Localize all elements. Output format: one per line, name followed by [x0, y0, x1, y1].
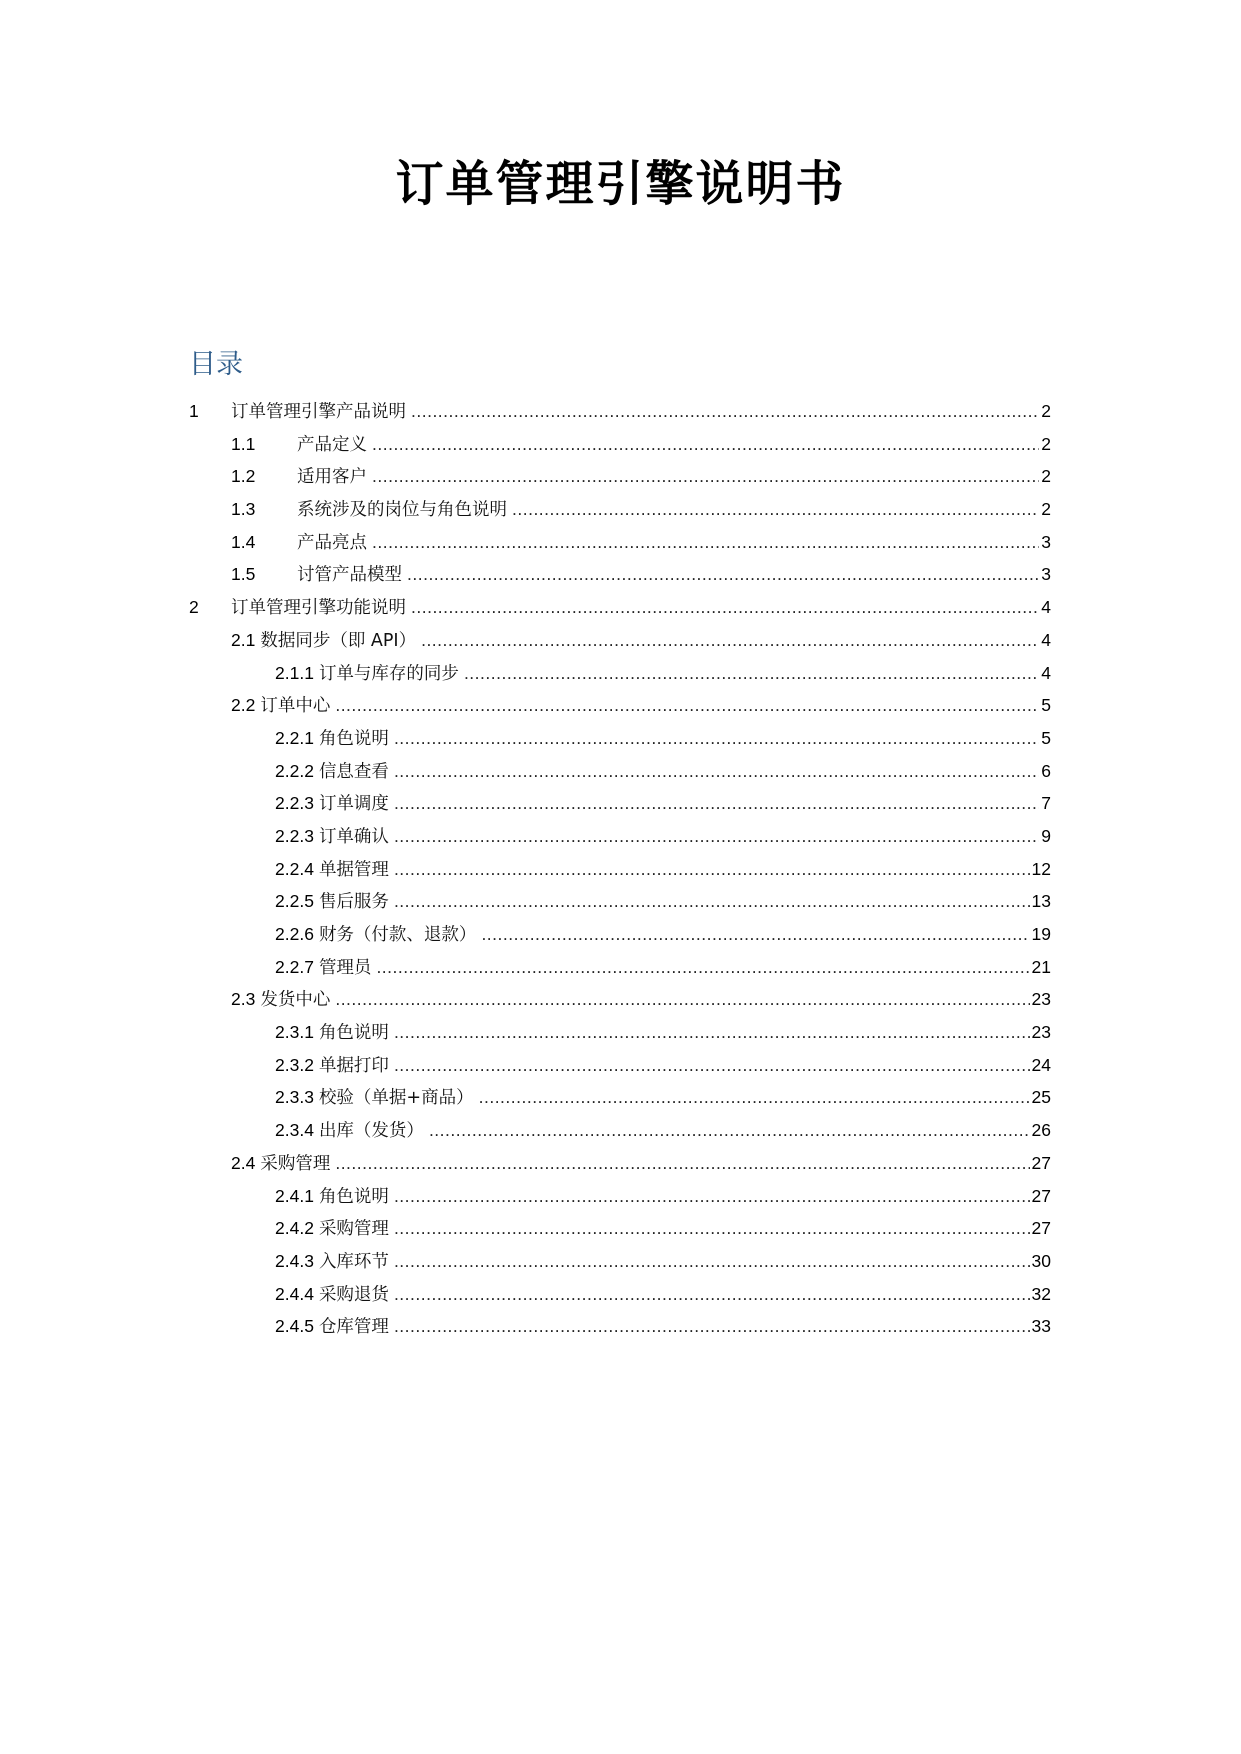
toc-dot-leader	[394, 755, 1039, 788]
toc-entry-2-2-6[interactable]	[189, 918, 1051, 951]
toc-page-number: 24	[1031, 1054, 1051, 1075]
toc-entry-number: 2	[189, 597, 199, 618]
toc-entry-2-4[interactable]	[189, 1147, 1051, 1180]
toc-entry-number: 2.2.7	[275, 956, 314, 977]
toc-entry-number: 2.2.1	[275, 727, 314, 748]
toc-dot-leader	[394, 1278, 1030, 1311]
toc-entry-title: 采购管理	[318, 1219, 389, 1240]
toc-dot-leader	[394, 1310, 1030, 1343]
toc-dot-leader	[376, 951, 1029, 984]
toc-entry-number: 2.1.1	[275, 662, 314, 683]
toc-entry-1-3[interactable]	[189, 493, 1051, 526]
toc-entry-number: 2.3	[231, 989, 256, 1010]
toc-entry-2-4-2[interactable]	[189, 1212, 1051, 1245]
toc-entry-title: 采购退货	[318, 1284, 389, 1305]
toc-entry-title: 售后服务	[318, 892, 389, 913]
toc-page-number: 32	[1031, 1283, 1051, 1304]
toc-page-number: 27	[1031, 1152, 1051, 1173]
toc-page-number: 21	[1031, 956, 1051, 977]
toc-entry-2-2[interactable]	[189, 689, 1051, 722]
toc-entry-number: 2.4.1	[275, 1185, 314, 1206]
table-of-contents	[189, 395, 1051, 1343]
toc-dot-leader	[464, 657, 1039, 690]
toc-entry-number: 2.2.2	[275, 760, 314, 781]
toc-entry-number: 1.1	[231, 433, 256, 454]
toc-entry-title: 系统涉及的岗位与角色说明	[297, 500, 507, 521]
toc-dot-leader	[394, 1212, 1030, 1245]
document-title: 订单管理引擎说明书	[395, 156, 846, 212]
toc-entry-2-1-1[interactable]	[189, 657, 1051, 690]
toc-entry-title: 订单管理引擎功能说明	[231, 598, 406, 619]
toc-dot-leader	[394, 1016, 1030, 1049]
toc-dot-leader	[394, 1180, 1030, 1213]
toc-page-number: 23	[1031, 989, 1051, 1010]
toc-dot-leader	[372, 526, 1039, 559]
toc-entry-1-5[interactable]	[189, 558, 1051, 591]
toc-entry-title: 角色说明	[318, 1186, 389, 1207]
toc-entry-title: 订单中心	[260, 696, 331, 717]
toc-dot-leader	[335, 983, 1029, 1016]
toc-entry-2-2-3a[interactable]	[189, 787, 1051, 820]
toc-entry-title: 出库（发货）	[318, 1121, 424, 1142]
toc-entry-2-2-1[interactable]	[189, 722, 1051, 755]
toc-heading: 目录	[189, 349, 243, 380]
toc-entry-number: 2.4	[231, 1152, 256, 1173]
toc-page-number: 4	[1041, 662, 1051, 683]
toc-entry-number: 2.4.4	[275, 1283, 314, 1304]
toc-entry-title: 采购管理	[260, 1153, 331, 1174]
toc-page-number: 2	[1041, 499, 1051, 520]
toc-entry-number: 2.2.6	[275, 924, 314, 944]
toc-dot-leader	[394, 787, 1039, 820]
toc-entry-number: 1.3	[231, 499, 256, 520]
toc-page-number: 9	[1041, 825, 1051, 846]
toc-entry-number: 1.5	[231, 564, 256, 585]
toc-entry-title: 数据同步（即 API）	[260, 630, 417, 651]
toc-dot-leader	[372, 460, 1039, 493]
toc-entry-2-4-4[interactable]	[189, 1278, 1051, 1311]
toc-entry-title: 单据管理	[318, 859, 389, 880]
toc-page-number: 6	[1041, 760, 1051, 781]
toc-entry-title: 入库环节	[318, 1251, 389, 1272]
toc-page-number: 7	[1041, 793, 1051, 814]
toc-page-number: 19	[1031, 924, 1051, 944]
toc-entry-2-2-2[interactable]	[189, 755, 1051, 788]
toc-page-number: 4	[1041, 597, 1051, 618]
toc-dot-leader	[394, 820, 1039, 853]
toc-entry-title: 校验（单据+商品）	[318, 1088, 474, 1109]
toc-page-number: 4	[1041, 629, 1051, 650]
toc-entry-2-3-4[interactable]	[189, 1114, 1051, 1147]
toc-entry-number: 1	[189, 401, 199, 421]
toc-entry-2-4-3[interactable]	[189, 1245, 1051, 1278]
toc-dot-leader	[479, 1081, 1030, 1114]
toc-dot-leader	[421, 624, 1039, 657]
toc-entry-2-2-4[interactable]	[189, 853, 1051, 886]
toc-dot-leader	[335, 1147, 1029, 1180]
toc-page-number: 26	[1031, 1120, 1051, 1141]
toc-entry-title: 角色说明	[318, 1023, 389, 1044]
toc-page-number: 3	[1041, 531, 1051, 552]
toc-entry-number: 2.2.3	[275, 825, 314, 846]
toc-page-number: 27	[1031, 1185, 1051, 1206]
toc-entry-1-2[interactable]	[189, 460, 1051, 493]
toc-entry-number: 2.2	[231, 695, 256, 716]
toc-entry-number: 2.4.3	[275, 1250, 314, 1271]
toc-entry-number: 2.3.2	[275, 1054, 314, 1075]
toc-entry-number: 2.4.2	[275, 1218, 314, 1239]
toc-entry-title: 仓库管理	[318, 1317, 389, 1338]
toc-entry-number: 1.2	[231, 466, 256, 487]
toc-entry-number: 2.3.1	[275, 1022, 314, 1043]
toc-entry-2-3-1[interactable]	[189, 1016, 1051, 1049]
toc-dot-leader	[429, 1114, 1030, 1147]
toc-dot-leader	[372, 428, 1039, 461]
toc-dot-leader	[481, 918, 1029, 951]
toc-page-number: 13	[1031, 891, 1051, 912]
toc-page-number: 3	[1041, 564, 1051, 585]
toc-dot-leader	[394, 722, 1039, 755]
toc-entry-2-3-3[interactable]	[189, 1081, 1051, 1114]
toc-entry-2-2-5[interactable]	[189, 885, 1051, 918]
toc-page-number: 33	[1031, 1316, 1051, 1337]
toc-dot-leader	[394, 1245, 1030, 1278]
toc-entry-title: 角色说明	[318, 728, 389, 749]
toc-entry-title: 产品定义	[297, 434, 367, 455]
toc-entry-2-3[interactable]	[189, 983, 1051, 1016]
toc-entry-2-4-1[interactable]	[189, 1180, 1051, 1213]
toc-entry-title: 信息查看	[318, 761, 389, 782]
toc-page-number: 30	[1031, 1250, 1051, 1271]
toc-entry-title: 适用客户	[297, 467, 367, 488]
toc-entry-2-2-3b[interactable]	[189, 820, 1051, 853]
toc-entry-title: 订单与库存的同步	[318, 663, 459, 684]
toc-dot-leader	[411, 591, 1039, 624]
toc-page-number: 5	[1041, 727, 1051, 748]
toc-entry-title: 单据打印	[318, 1055, 389, 1076]
toc-entry-title: 讨管产品模型	[297, 565, 402, 586]
toc-entry-1-1[interactable]	[189, 428, 1051, 461]
toc-page-number: 5	[1041, 695, 1051, 716]
toc-page-number: 2	[1041, 433, 1051, 454]
toc-entry-number: 2.2.5	[275, 891, 314, 912]
toc-entry-title: 产品亮点	[297, 532, 367, 553]
toc-dot-leader	[394, 853, 1030, 886]
toc-dot-leader	[335, 689, 1039, 722]
toc-dot-leader	[394, 885, 1030, 918]
toc-entry-number: 2.2.4	[275, 858, 314, 879]
toc-entry-2-3-2[interactable]	[189, 1049, 1051, 1082]
toc-entry-number: 2.3.4	[275, 1120, 314, 1141]
toc-entry-1-4[interactable]	[189, 526, 1051, 559]
toc-page-number: 27	[1031, 1218, 1051, 1239]
toc-page-number: 23	[1031, 1022, 1051, 1043]
toc-entry-title: 订单管理引擎产品说明	[231, 402, 406, 422]
toc-dot-leader	[512, 493, 1039, 526]
toc-entry-title: 发货中心	[260, 990, 331, 1011]
toc-entry-1[interactable]	[189, 395, 1051, 428]
toc-dot-leader	[407, 558, 1039, 591]
toc-entry-number: 1.4	[231, 531, 256, 552]
toc-page-number: 25	[1031, 1087, 1051, 1108]
toc-entry-2[interactable]	[189, 591, 1051, 624]
toc-page-number: 12	[1031, 858, 1051, 879]
toc-entry-title: 财务（付款、退款）	[318, 925, 477, 945]
toc-entry-2-2-7[interactable]	[189, 951, 1051, 984]
toc-dot-leader	[411, 395, 1039, 428]
toc-dot-leader	[394, 1049, 1030, 1082]
toc-entry-number: 2.3.3	[275, 1087, 314, 1108]
toc-entry-title: 管理员	[318, 957, 372, 978]
toc-entry-number: 2.1	[231, 629, 256, 650]
toc-page-number: 2	[1041, 401, 1051, 421]
toc-page-number: 2	[1041, 466, 1051, 487]
toc-entry-2-1[interactable]	[189, 624, 1051, 657]
toc-entry-title: 订单调度	[318, 794, 389, 815]
toc-entry-number: 2.4.5	[275, 1316, 314, 1337]
toc-entry-2-4-5[interactable]	[189, 1310, 1051, 1343]
toc-entry-title: 订单确认	[318, 826, 389, 847]
toc-entry-number: 2.2.3	[275, 793, 314, 814]
